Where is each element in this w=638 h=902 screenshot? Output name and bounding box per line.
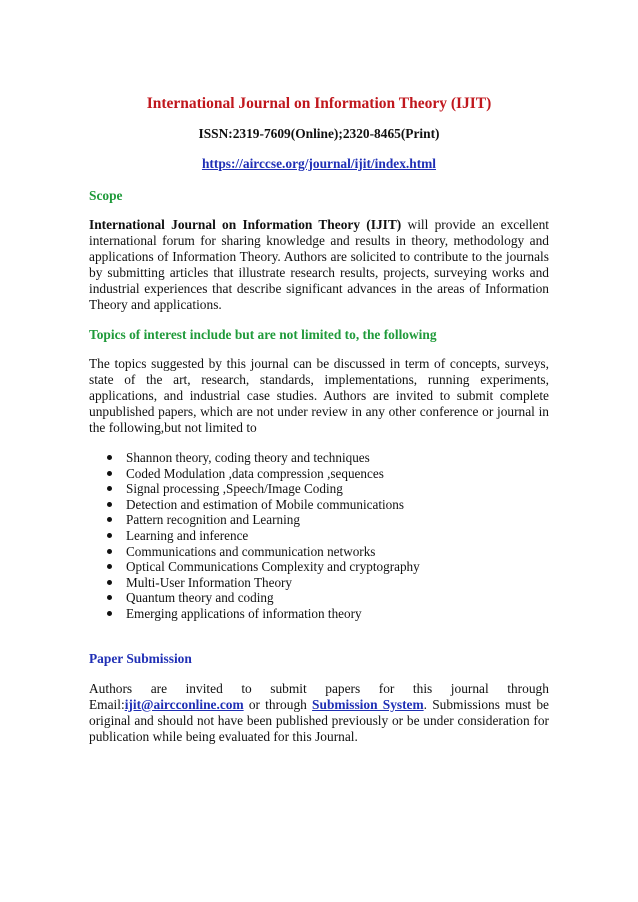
list-item-text: Signal processing ,Speech/Image Coding: [126, 481, 343, 497]
word: through: [507, 680, 549, 696]
submission-system-link[interactable]: Submission System: [312, 696, 424, 712]
list-item-text: Communications and communication networks: [126, 543, 376, 559]
word: submit: [270, 680, 307, 696]
list-item: [107, 606, 549, 622]
list-item: [107, 481, 549, 497]
word: for: [378, 680, 395, 696]
list-item-text: Optical Communications Complexity and cryptography: [126, 559, 420, 575]
word: papers: [325, 680, 361, 696]
bullet-icon: [107, 580, 112, 585]
bullet-icon: [107, 564, 112, 569]
word: to: [241, 680, 252, 696]
submission-paragraph: [89, 681, 549, 745]
email-prefix: Email:: [89, 696, 125, 712]
word: Authors: [89, 680, 133, 696]
list-item-text: Pattern recognition and Learning: [126, 512, 300, 528]
list-item-text: Shannon theory, coding theory and techniques: [126, 450, 370, 465]
journal-title: International Journal on Information Theory (IJIT): [146, 95, 492, 112]
bullet-icon: [107, 455, 112, 460]
bullet-icon: [107, 533, 112, 538]
scope-text: will provide an excellent international forum for sharing knowledge and results in theory, methodology and applications of Information Theory. Authors are solicited to contribute to the journals by submitting articles that illustrate research results, projects, surveying works and industrial experiences that describe significant advances in the areas of Information Theory and applications.: [89, 217, 549, 312]
topics-intro: The topics suggested by this journal can be discussed in term of concepts, surveys, state of the art, research, standards, implementations, running experiments, applications, and industrial case studies. Authors are invited to submit complete unpublished papers, which are not under review in any other conference or journal in the following,but not limited to: [89, 356, 549, 435]
list-item: [107, 450, 549, 466]
word: this: [412, 680, 433, 696]
bullet-icon: [107, 502, 112, 507]
list-item: [107, 575, 549, 591]
submission-body: [89, 697, 549, 745]
submission-rest-text: . Submissions must be original and should not have been published previously or be under consideration for publication while being evaluated for this Journal.: [89, 696, 549, 744]
word: invited: [185, 680, 223, 696]
bullet-icon: [107, 611, 112, 616]
or-through-text: or through: [243, 696, 313, 712]
scope-journal-name: International Journal on Information Theory (IJIT): [89, 217, 402, 232]
submission-first-line: [89, 681, 549, 697]
bullet-icon: [107, 471, 112, 476]
word: journal: [450, 680, 489, 696]
bullet-icon: [107, 486, 112, 491]
list-item-text: Coded Modulation ,data compression ,sequences: [126, 465, 384, 481]
list-item-text: Quantum theory and coding: [126, 590, 274, 606]
list-item: [107, 528, 549, 544]
bullet-icon: [107, 517, 112, 522]
list-item: [107, 512, 549, 528]
bullet-icon: [107, 595, 112, 600]
email-link[interactable]: ijit@aircconline.com: [124, 696, 244, 712]
bullet-icon: [107, 549, 112, 554]
submission-heading: Paper Submission: [89, 650, 192, 666]
list-item: [107, 559, 549, 575]
list-item-text: Emerging applications of information theory: [126, 605, 362, 621]
list-item: [107, 497, 549, 513]
list-item-text: Detection and estimation of Mobile communications: [126, 496, 404, 512]
list-item-text: Learning and inference: [126, 527, 249, 543]
scope-paragraph: [89, 217, 549, 313]
topics-heading: Topics of interest include but are not limited to, the following: [89, 327, 437, 342]
topics-list: [89, 450, 549, 622]
document-content: [89, 95, 549, 745]
journal-url-link[interactable]: https://airccse.org/journal/ijit/index.html: [201, 156, 437, 171]
issn-line: ISSN:2319-7609(Online);2320-8465(Print): [198, 126, 440, 141]
journal-url-line: [89, 156, 549, 172]
list-item: [107, 466, 549, 482]
list-item: [107, 590, 549, 606]
list-item-text: Multi-User Information Theory: [126, 574, 293, 590]
list-item: [107, 544, 549, 560]
scope-heading: Scope: [89, 188, 123, 203]
word: are: [150, 680, 168, 696]
